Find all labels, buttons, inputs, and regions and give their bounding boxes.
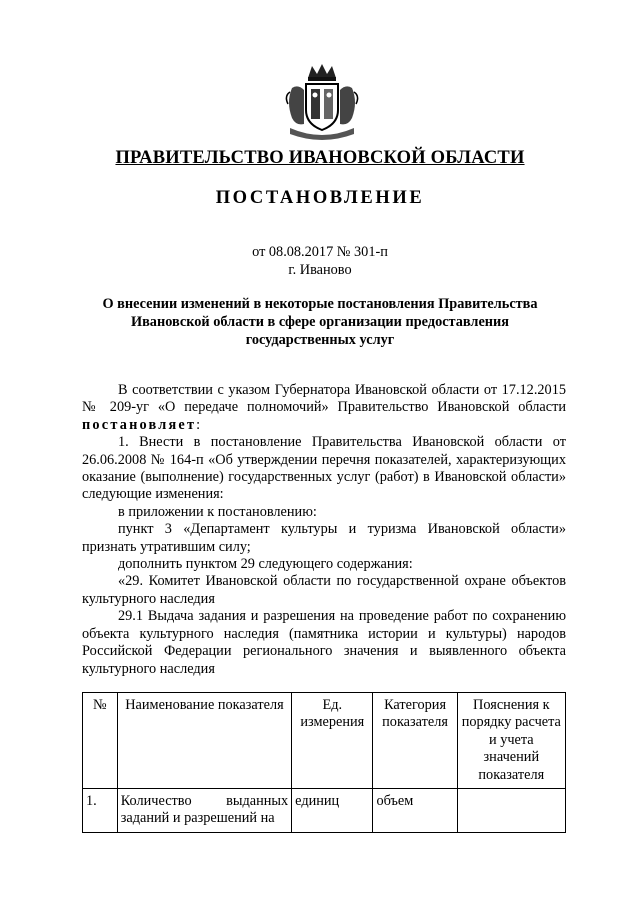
cell-unit: единиц xyxy=(292,789,373,833)
point-29-paragraph: «29. Комитет Ивановской области по государственной охране объектов культурного наследия xyxy=(82,573,566,607)
document-title xyxy=(80,295,560,349)
header-cell-notes: Пояснения к порядку расчета и учета значений показателя xyxy=(457,693,565,789)
header-cell-number: № xyxy=(83,693,118,789)
table-row xyxy=(83,789,566,833)
appendix-paragraph: в приложении к постановлению: xyxy=(118,503,317,520)
preamble-text: В соответствии с указом Губернатора Ивановской области от 17.12.2015 № 209-уг «О передаче полномочий» Правительство Ивановской области xyxy=(82,382,566,416)
document-body xyxy=(82,382,566,678)
document-type: ПОСТАНОВЛЕНИЕ xyxy=(215,188,425,208)
cell-notes xyxy=(457,789,565,833)
header-cell-category: Категория показателя xyxy=(373,693,457,789)
preamble-paragraph xyxy=(82,382,566,434)
title-line: О внесении изменений в некоторые постановления Правительства xyxy=(102,296,538,312)
header-cell-name: Наименование показателя xyxy=(117,693,291,789)
point-3-paragraph: пункт 3 «Департамент культуры и туризма Ивановской области» признать утратившим силу; xyxy=(82,521,566,555)
title-line: Ивановской области в сфере организации предоставления xyxy=(130,314,510,330)
cell-name: Количество выданных заданий и разрешений на xyxy=(117,789,291,833)
date-number: от 08.08.2017 № 301-п xyxy=(252,244,388,260)
indicators-table xyxy=(82,692,566,833)
header-cell-unit: Ед. измерения xyxy=(292,693,373,789)
government-name: ПРАВИТЕЛЬСТВО ИВАНОВСКОЙ ОБЛАСТИ xyxy=(115,148,525,168)
table-header-row xyxy=(83,693,566,789)
title-line: государственных услуг xyxy=(245,332,395,348)
cell-number: 1. xyxy=(83,789,118,833)
colon: : xyxy=(196,416,201,433)
add-29-paragraph: дополнить пунктом 29 следующего содержания: xyxy=(118,556,413,573)
point-29-1-paragraph: 29.1 Выдача задания и разрешения на проведение работ по сохранению объекта культурного наследия (памятника истории и культуры) народов Российской Федерации регионального значения и выявленного объекта культурного наследия xyxy=(82,608,566,677)
city: г. Иваново xyxy=(288,262,352,278)
coat-of-arms-icon xyxy=(284,62,360,144)
decides-word: постановляет xyxy=(82,416,197,433)
cell-category: объем xyxy=(373,789,457,833)
item-1-paragraph: 1. Внести в постановление Правительства Ивановской области от 26.06.2008 № 164-п «Об утверждении перечня показателей, характеризующих оказание (выполнение) государственных услуг (работ) в Ивановской области» следующие изменения: xyxy=(82,434,566,503)
